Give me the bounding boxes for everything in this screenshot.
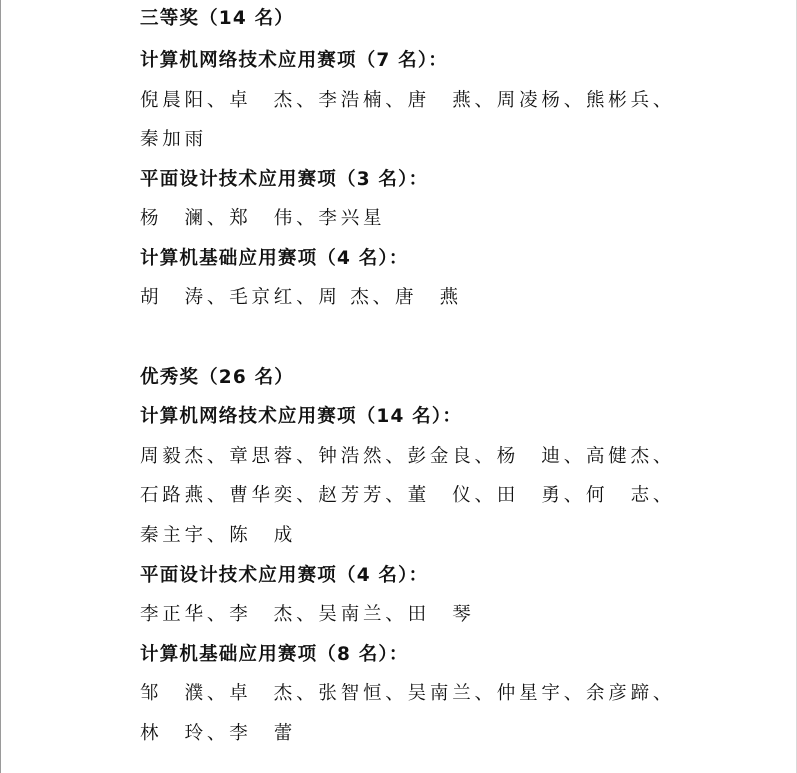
third-prize-network-names-line-1: 倪晨阳、卓 杰、李浩楠、唐 燕、周凌杨、熊彬兵、	[140, 90, 676, 111]
excellence-prize-network-heading: 计算机网络技术应用赛项（14 名）：	[140, 406, 463, 427]
excellence-prize-basic-names-line-1: 邹 濮、卓 杰、张智恒、吴南兰、仲星宇、余彦蹄、	[140, 683, 676, 704]
third-prize-design-names-line-1: 杨 澜、郑 伟、李兴星	[140, 208, 386, 229]
page-left-border	[0, 0, 1, 773]
third-prize-design-heading: 平面设计技术应用赛项（3 名）：	[140, 169, 429, 190]
excellence-prize-network-names-line-1: 周毅杰、章思蓉、钟浩然、彭金良、杨 迪、高健杰、	[140, 446, 676, 467]
excellence-prize-design-names-line-1: 李正华、李 杰、吴南兰、田 琴	[140, 604, 475, 625]
third-prize-network-heading: 计算机网络技术应用赛项（7 名）：	[140, 50, 448, 71]
third-prize-basic-heading: 计算机基础应用赛项（4 名）：	[140, 248, 409, 269]
excellence-prize-network-names-line-2: 石路燕、曹华奕、赵芳芳、董 仪、田 勇、何 志、	[140, 485, 676, 506]
excellence-prize-design-heading: 平面设计技术应用赛项（4 名）：	[140, 565, 429, 586]
third-prize-basic-names-line-1: 胡 涛、毛京红、周 杰、唐 燕	[140, 287, 462, 308]
excellence-prize-title: 优秀奖（26 名）	[140, 367, 294, 388]
third-prize-title: 三等奖（14 名）	[140, 8, 294, 29]
excellence-prize-basic-names-line-2: 林 玲、李 蕾	[140, 723, 297, 744]
excellence-prize-basic-heading: 计算机基础应用赛项（8 名）：	[140, 644, 409, 665]
third-prize-network-names-line-2: 秦加雨	[140, 129, 207, 150]
excellence-prize-network-names-line-3: 秦主宇、陈 成	[140, 525, 297, 546]
